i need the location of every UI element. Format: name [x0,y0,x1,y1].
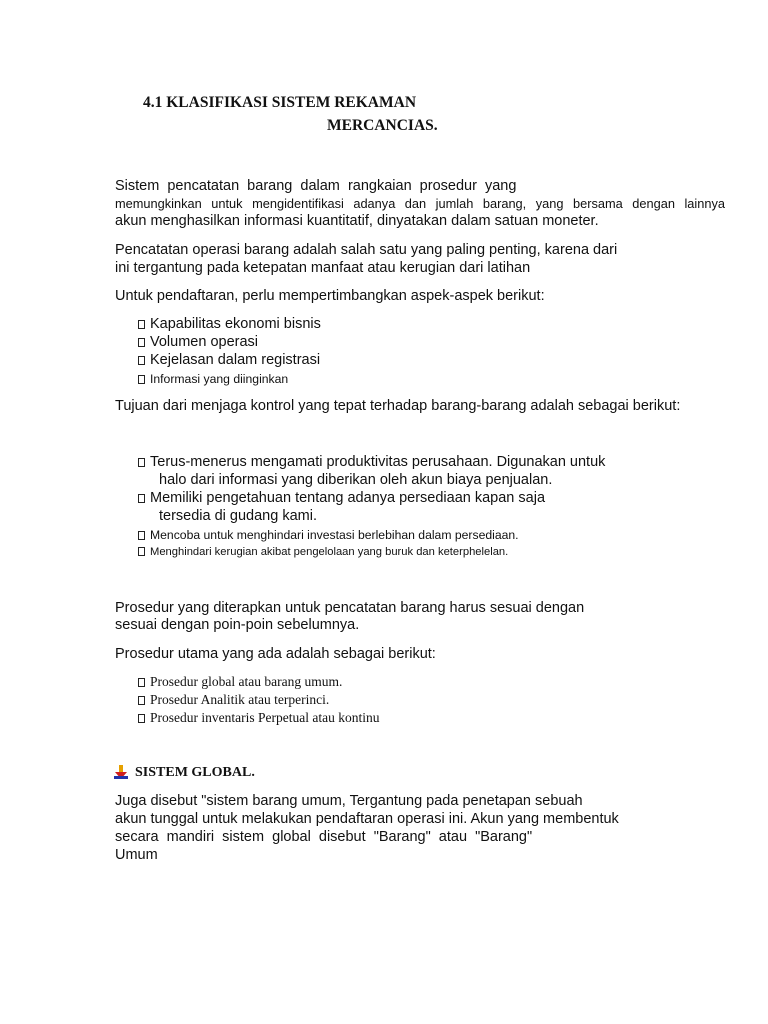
checkbox-glyph-icon [138,678,145,687]
list1-item: Informasi yang diinginkan [138,372,288,386]
list1-item: Kapabilitas ekonomi bisnis [138,316,321,332]
p2-line-2: ini tergantung pada ketepatan manfaat atau kerugian dari latihan [115,260,531,276]
p3: Untuk pendaftaran, perlu mempertimbangkan aspek-aspek berikut: [115,288,545,304]
list3-item: Prosedur global atau barang umum. [138,674,342,690]
checkbox-glyph-icon [138,547,145,556]
list2-item-1-cont: halo dari informasi yang diberikan oleh akun biaya penjualan. [159,472,553,488]
checkbox-glyph-icon [138,375,145,384]
p4: Tujuan dari menjaga kontrol yang tepat terhadap barang-barang adalah sebagai berikut: [115,398,681,414]
p1-line-1: Sistem pencatatan barang dalam rangkaian prosedur yang [115,178,517,194]
list3-item: Prosedur Analitik atau terperinci. [138,692,329,708]
list1-item: Kejelasan dalam registrasi [138,352,320,368]
p7-line-4: Umum [115,847,158,863]
section-heading: SISTEM GLOBAL. [135,765,255,780]
list2-item-1: Terus-menerus mengamati produktivitas perusahaan. Digunakan untuk [138,454,605,470]
list2-item-2: Memiliki pengetahuan tentang adanya persediaan kapan saja [138,490,545,506]
checkbox-glyph-icon [138,458,145,467]
list1-item: Volumen operasi [138,334,258,350]
p5-line-1: Prosedur yang diterapkan untuk pencatatan barang harus sesuai dengan [115,600,585,616]
checkbox-glyph-icon [138,356,145,365]
list2-item-4: Menghindari kerugian akibat pengelolaan yang buruk dan keterphelelan. [138,546,508,558]
p1-line-2: memungkinkan untuk mengidentifikasi adanya dan jumlah barang, yang bersama dengan lainnya [115,196,725,211]
p2-line-1: Pencatatan operasi barang adalah salah satu yang paling penting, karena dari [115,242,618,258]
arrow-bullet-icon [114,765,128,779]
p1-line-3: akun menghasilkan informasi kuantitatif, dinyatakan dalam satuan moneter. [115,213,599,229]
list2-item-3: Mencoba untuk menghindari investasi berlebihan dalam persediaan. [138,528,519,542]
list3-item: Prosedur inventaris Perpetual atau kontinu [138,710,379,726]
p7-line-3: secara mandiri sistem global disebut "Barang" atau "Barang" [115,829,533,845]
p5-line-2: sesuai dengan poin-poin sebelumnya. [115,617,360,633]
checkbox-glyph-icon [138,320,145,329]
p7-line-1: Juga disebut "sistem barang umum, Tergantung pada penetapan sebuah [115,793,583,809]
checkbox-glyph-icon [138,714,145,723]
p7-line-2: akun tunggal untuk melakukan pendaftaran operasi ini. Akun yang membentuk [115,811,619,827]
doc-title-line-2: MERCANCIAS. [327,117,438,134]
checkbox-glyph-icon [138,531,145,540]
list2-item-2-cont: tersedia di gudang kami. [159,508,317,524]
doc-title-line-1: 4.1 KLASIFIKASI SISTEM REKAMAN [143,94,417,111]
checkbox-glyph-icon [138,696,145,705]
checkbox-glyph-icon [138,338,145,347]
p6: Prosedur utama yang ada adalah sebagai berikut: [115,646,436,662]
checkbox-glyph-icon [138,494,145,503]
